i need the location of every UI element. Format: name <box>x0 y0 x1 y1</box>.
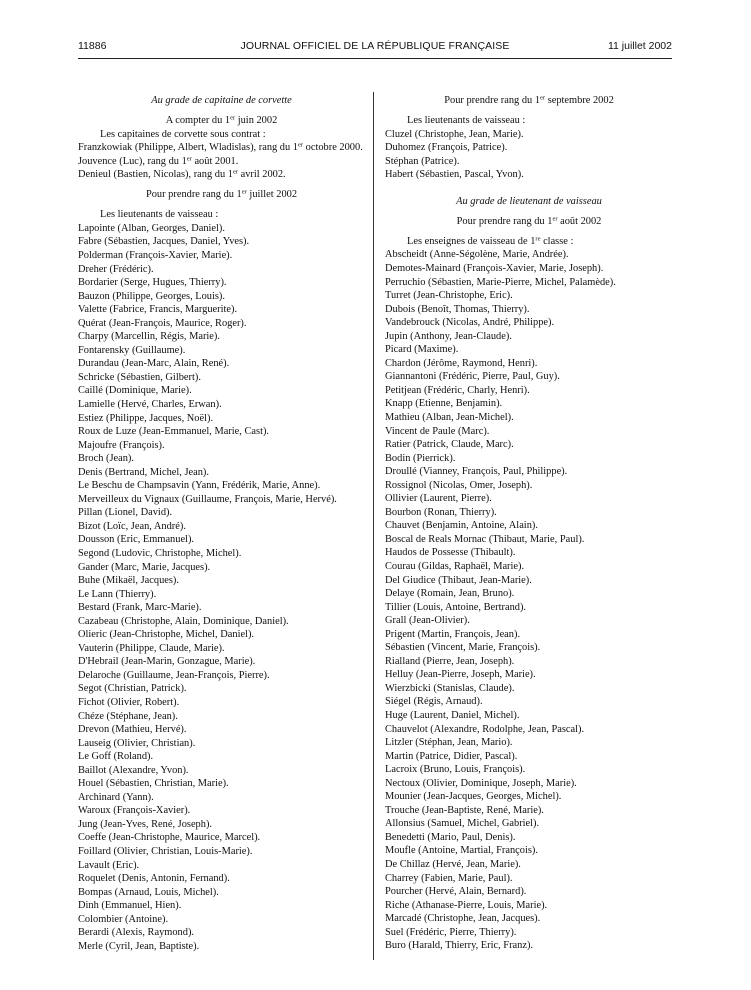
list-item: Segond (Ludovic, Christophe, Michel). <box>78 548 242 559</box>
name-list <box>385 248 673 952</box>
list-item: Sébastien (Vincent, Marie, François). <box>385 642 541 654</box>
section-title: Au grade de capitaine de corvette <box>151 95 292 106</box>
list-item: Mounier (Jean-Jacques, Georges, Michel). <box>385 791 562 803</box>
list-item: Houel (Sébastien, Christian, Marie). <box>78 778 229 790</box>
issue-date: 11 juillet 2002 <box>607 40 672 52</box>
list-item: Moufle (Antoine, Martial, François). <box>385 845 538 857</box>
list-item: Marcadé (Christophe, Jean, Jacques). <box>385 913 541 925</box>
group-intro: Les enseignes de vaisseau de 1re classe : <box>407 235 574 247</box>
list-item: Delaroche (Guillaume, Jean-François, Pierre). <box>78 669 270 681</box>
list-item: Schricke (Sébastien, Gilbert). <box>78 371 201 383</box>
list-item: Valette (Fabrice, Francis, Marguerite). <box>78 304 238 316</box>
list-item: Majoufre (François). <box>78 439 165 451</box>
list-item: Courau (Gildas, Raphaël, Marie). <box>385 561 525 572</box>
list-item: Mathieu (Alban, Jean-Michel). <box>385 411 514 423</box>
list-item: Jung (Jean-Yves, René, Joseph). <box>78 818 213 830</box>
list-item: Allonsius (Samuel, Michel, Gabriel). <box>385 818 540 830</box>
list-item: Bodin (Pierrick). <box>385 452 456 464</box>
name-list <box>385 128 673 182</box>
list-item: Turret (Jean-Christophe, Eric). <box>385 290 513 302</box>
list-item: Buro (Harald, Thierry, Eric, Franz). <box>385 940 534 952</box>
list-item: De Chillaz (Hervé, Jean, Marie). <box>385 859 521 871</box>
list-item: Archinard (Yann). <box>78 791 154 803</box>
list-item: Le Beschu de Champsavin (Yann, Frédérik, Marie, Anne). <box>78 480 321 492</box>
page-header <box>78 40 672 56</box>
list-item: Olieric (Jean-Christophe, Michel, Daniel). <box>78 629 255 641</box>
list-item: Wierzbicki (Stanislas, Claude). <box>385 682 515 694</box>
list-item: Trouche (Jean-Baptiste, René, Marie). <box>385 804 544 816</box>
list-item: Bauzon (Philippe, Georges, Louis). <box>78 290 225 302</box>
list-item: Haudos de Possesse (Thibault). <box>385 547 516 559</box>
list-item: Rossignol (Nicolas, Omer, Joseph). <box>385 479 533 491</box>
list-item: Charrey (Fabien, Marie, Paul). <box>385 872 513 884</box>
list-item: Bordarier (Serge, Hugues, Thierry). <box>78 277 227 289</box>
list-item: Caillé (Dominique, Marie). <box>78 385 192 397</box>
list-item: Chauvet (Benjamin, Antoine, Alain). <box>385 520 538 532</box>
list-item: Denis (Bertrand, Michel, Jean). <box>78 466 209 478</box>
list-item: Coeffe (Jean-Christophe, Maurice, Marcel). <box>78 832 261 844</box>
rank-date: Pour prendre rang du 1er septembre 2002 <box>444 94 614 106</box>
list-item: Pillan (Lionel, David). <box>78 507 173 519</box>
list-item: Rialland (Pierre, Jean, Joseph). <box>385 655 515 667</box>
list-item: Huge (Laurent, Daniel, Michel). <box>385 710 520 722</box>
group-intro: Les capitaines de corvette sous contrat : <box>100 128 266 140</box>
list-item: Jouvence (Luc), rang du 1er août 2001. <box>78 155 239 167</box>
list-item: Nectoux (Olivier, Dominique, Joseph, Marie). <box>385 777 577 789</box>
list-item: Delaye (Romain, Jean, Bruno). <box>385 588 515 600</box>
list-item: Abscheidt (Anne-Ségolène, Marie, Andrée). <box>385 249 569 261</box>
list-item: Foillard (Olivier, Christian, Louis-Marie). <box>78 846 253 858</box>
list-item: Fabre (Sébastien, Jacques, Daniel, Yves). <box>78 236 250 248</box>
list-item: Merle (Cyril, Jean, Baptiste). <box>78 940 200 952</box>
contract-list <box>78 141 365 182</box>
list-item: Berardi (Alexis, Raymond). <box>78 927 195 939</box>
list-item: Jupin (Anthony, Jean-Claude). <box>385 330 512 342</box>
list-item: Estiez (Philippe, Jacques, Noël). <box>78 412 214 424</box>
list-item: Vandebrouck (Nicolas, André, Philippe). <box>385 317 555 329</box>
list-item: Lamielle (Hervé, Charles, Erwan). <box>78 398 222 410</box>
group-intro: Les lieutenants de vaisseau : <box>100 209 219 221</box>
page-number: 11886 <box>78 40 107 52</box>
list-item: Pourcher (Hervé, Alain, Bernard). <box>385 886 527 898</box>
journal-title: JOURNAL OFFICIEL DE LA RÉPUBLIQUE FRANÇAISE <box>240 40 510 52</box>
list-item: Riche (Athanase-Pierre, Louis, Marie). <box>385 899 548 911</box>
effective-date: A compter du 1er juin 2002 <box>165 114 278 127</box>
list-item: Quérat (Jean-François, Maurice, Roger). <box>78 317 247 329</box>
list-item: Roux de Luze (Jean-Emmanuel, Marie, Cast). <box>78 426 270 438</box>
list-item: Polderman (François-Xavier, Marie). <box>78 249 233 261</box>
list-item: Picard (Maxime). <box>385 344 459 356</box>
list-item: Benedetti (Mario, Paul, Denis). <box>385 831 516 843</box>
list-item: Cluzel (Christophe, Jean, Marie). <box>385 128 524 140</box>
list-item: Helluy (Jean-Pierre, Joseph, Marie). <box>385 669 536 681</box>
header-rule <box>78 58 672 59</box>
list-item: Ratier (Patrick, Claude, Marc). <box>385 439 514 451</box>
list-item: Vauterin (Philippe, Claude, Marie). <box>78 642 225 654</box>
list-item: Fontarensky (Guillaume). <box>78 344 186 356</box>
list-item: Tillier (Louis, Antoine, Bertrand). <box>385 601 527 613</box>
list-item: Vincent de Paule (Marc). <box>385 425 490 437</box>
list-item: Suel (Frédéric, Pierre, Thierry). <box>385 926 517 938</box>
list-item: Litzler (Stéphan, Jean, Mario). <box>385 737 513 749</box>
list-item: Le Lann (Thierry). <box>78 588 157 600</box>
list-item: D'Hebrail (Jean-Marin, Gonzague, Marie). <box>78 656 256 668</box>
list-item: Petitjean (Frédéric, Charly, Henri). <box>385 384 530 396</box>
list-item: Prigent (Martin, François, Jean). <box>385 628 521 640</box>
list-item: Bompas (Arnaud, Louis, Michel). <box>78 886 219 898</box>
list-item: Chauvelot (Alexandre, Rodolphe, Jean, Pascal). <box>385 723 585 735</box>
list-item: Lavault (Eric). <box>78 859 140 871</box>
rank-date: Pour prendre rang du 1er juillet 2002 <box>145 188 298 201</box>
list-item: Roquelet (Denis, Antonin, Fernand). <box>78 873 230 885</box>
left-column <box>78 94 365 953</box>
list-item: Fichot (Olivier, Robert). <box>78 697 180 709</box>
list-item: Chardon (Jérôme, Raymond, Henri). <box>385 357 538 369</box>
rank-date: Pour prendre rang du 1er août 2002 <box>456 215 602 227</box>
column-divider <box>373 92 374 960</box>
list-item: Lapointe (Alban, Georges, Daniel). <box>78 222 225 234</box>
list-item: Denieul (Bastien, Nicolas), rang du 1er avril 2002. <box>78 168 286 181</box>
list-item: Drevon (Mathieu, Hervé). <box>78 724 187 736</box>
list-item: Broch (Jean). <box>78 453 134 465</box>
list-item: Lacroix (Bruno, Louis, François). <box>385 764 526 776</box>
list-item: Martin (Patrice, Didier, Pascal). <box>385 750 518 762</box>
name-list <box>78 222 365 954</box>
list-item: Charpy (Marcellin, Régis, Marie). <box>78 331 220 343</box>
list-item: Droullé (Vianney, François, Paul, Philippe). <box>385 466 568 478</box>
list-item: Franzkowiak (Philippe, Albert, Wladislas), rang du 1er octobre 2000. <box>78 141 363 154</box>
list-item: Perruchio (Sébastien, Marie-Pierre, Michel, Palamède). <box>385 276 616 288</box>
list-item: Chéze (Stéphane, Jean). <box>78 710 178 722</box>
list-item: Waroux (François-Xavier). <box>78 805 191 817</box>
list-item: Del Giudice (Thibaut, Jean-Marie). <box>385 574 532 586</box>
list-item: Segot (Christian, Patrick). <box>78 683 187 695</box>
list-item: Gander (Marc, Marie, Jacques). <box>78 561 211 573</box>
list-item: Habert (Sébastien, Pascal, Yvon). <box>385 169 524 181</box>
list-item: Knapp (Etienne, Benjamin). <box>385 398 503 410</box>
list-item: Dreher (Frédéric). <box>78 263 154 275</box>
list-item: Demotes-Mainard (François-Xavier, Marie, Joseph). <box>385 262 604 274</box>
list-item: Baillot (Alexandre, Yvon). <box>78 764 189 776</box>
list-item: Durandau (Jean-Marc, Alain, René). <box>78 358 230 370</box>
list-item: Stéphan (Patrice). <box>385 155 460 167</box>
list-item: Dinh (Emmanuel, Hien). <box>78 900 182 912</box>
list-item: Ollivier (Laurent, Pierre). <box>385 493 492 505</box>
list-item: Merveilleux du Vignaux (Guillaume, François, Marie, Hervé). <box>78 493 337 505</box>
list-item: Buhe (Mikaël, Jacques). <box>78 575 179 587</box>
list-item: Boscal de Reals Mornac (Thibaut, Marie, Paul). <box>385 533 585 545</box>
list-item: Le Goff (Roland). <box>78 751 154 763</box>
list-item: Giannantoni (Frédéric, Pierre, Paul, Guy). <box>385 371 560 383</box>
group-intro: Les lieutenants de vaisseau : <box>407 115 526 127</box>
list-item: Bestard (Frank, Marc-Marie). <box>78 602 202 614</box>
list-item: Lauseig (Olivier, Christian). <box>78 737 196 749</box>
list-item: Bourbon (Ronan, Thierry). <box>385 506 497 518</box>
section-title: Au grade de lieutenant de vaisseau <box>456 195 602 207</box>
list-item: Siégel (Régis, Arnaud). <box>385 696 483 708</box>
list-item: Bizot (Loïc, Jean, André). <box>78 520 186 532</box>
list-item: Cazabeau (Christophe, Alain, Dominique, Daniel). <box>78 615 289 627</box>
right-column <box>385 94 673 953</box>
list-item: Duhomez (François, Patrice). <box>385 142 508 154</box>
list-item: Grall (Jean-Olivier). <box>385 615 470 627</box>
list-item: Colombier (Antoine). <box>78 913 169 925</box>
list-item: Dousson (Eric, Emmanuel). <box>78 534 195 546</box>
list-item: Dubois (Benoît, Thomas, Thierry). <box>385 303 530 315</box>
